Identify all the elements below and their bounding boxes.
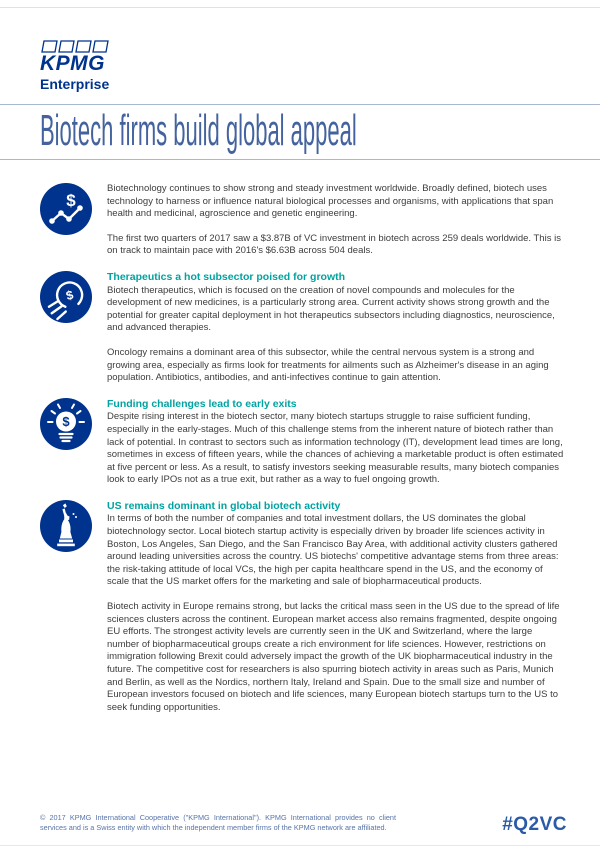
- section-funding-challenges: [40, 398, 567, 487]
- section-paragraph: Oncology remains a dominant area of this subsector, while the central nervous system is a strong and growing area, especially as firms look for treatments for ailments such as Alzheimer's disease in an aging population. Antibiotics, antibodies, and anti-infectives continue to gain attention.: [107, 346, 549, 384]
- section-paragraph: The first two quarters of 2017 saw a $3.87B of VC investment in biotech across 259 deals worldwide. This is on track to maintain pace with 2016's $6.63B across 504 deals.: [107, 232, 561, 257]
- section-paragraph: Biotech activity in Europe remains strong, but lacks the critical mass seen in the US due to the spread of life sciences clusters across the continent. European market access also remains fragmented, despite ongoing EU efforts. The strongest activity levels are currently seen in the UK and Switzerland, where the large number of biopharmaceutical groups create a rich environment for life sciences. However, restrictions on immigration following Brexit could adversely impact the growth of the UK biopharmaceutical industry in the future. The competitive cost for researchers is also spurring biotech activity in areas such as Paris, Munich and Berlin, as well as the Nordics, northern Italy, Ireland and Spain. Due to the small size and number of European investors focused on biotech and life sciences, many European biotech startups turn to the US to seek funding opportunities.: [107, 601, 560, 713]
- page-footer: [40, 813, 567, 836]
- kpmg-logo-text: KPMG: [40, 52, 105, 75]
- section-paragraph: Biotechnology continues to show strong and steady investment worldwide. Broadly defined, biotech uses technology to harness or influence natural biological processes and organisms, with applications that span health and medicinal, agroscience and genetic engineering.: [107, 183, 554, 220]
- section-text: [107, 500, 567, 715]
- section-global-investment: [40, 183, 567, 258]
- section-us-dominance: [40, 500, 567, 715]
- lightbulb-funding-icon: [40, 398, 92, 450]
- section-paragraph: Biotech therapeutics, which is focused on the creation of novel compounds and molecules for the development of new medicines, is a particularly strong area. Current activity shows strong growth and the potential for greater capital deployment in hot therapeutics subsectors including diagnostics, neuroscience, and advanced therapies.: [107, 284, 555, 334]
- svg-text:$: $: [66, 191, 76, 210]
- section-paragraph: In terms of both the number of companies and total investment dollars, the US dominates the global biotechnology sector. Local biotech startup activity is especially driven by broader life sciences activity in Boston, Los Angeles, San Diego, and the San Francisco Bay Area, with additional activity clusters gathered around leading universities across the country. US biotechs' competitive advantage stems from three areas: the risk-taking attitude of local VCs, the high per capita healthcare spend in the US, and the economy of scale that the US market offers for the marketing and sale of biopharmaceutical products.: [107, 513, 559, 588]
- kpmg-logo: [40, 40, 600, 91]
- copyright-text: © 2017 KPMG International Cooperative ("KPMG International"). KPMG International provides no client services and is a Swiss entity with which the independent member firms of the KPMG network are affiliated.: [40, 813, 396, 832]
- section-icon-wrap: [40, 183, 92, 235]
- section-heading: US remains dominant in global biotech activity: [107, 499, 341, 512]
- hashtag-label: #Q2VC: [502, 814, 567, 835]
- title-band: [0, 104, 600, 160]
- section-heading: Therapeutics a hot subsector poised for growth: [107, 270, 346, 283]
- section-icon-wrap: [40, 500, 92, 552]
- investment-trend-icon: [40, 183, 92, 235]
- section-text: [107, 271, 567, 385]
- page-top-edge: [0, 7, 600, 8]
- svg-text:$: $: [62, 413, 70, 429]
- section-icon-wrap: [40, 398, 92, 450]
- section-therapeutics: [40, 271, 567, 385]
- section-paragraph: Despite rising interest in the biotech sector, many biotech startups struggle to raise sufficient funding, especially in the early-stages. Much of this challenge stems from the inherent nature of biotech rather than lack of potential. In contrast to sectors such as information technology (IT), development lead times are long, sometimes in excess of fifteen years, while the chances of achieving a marketable product is often estimated at five percent or less. As a result, to satisfy investors seeking measurable results, many biotech companies look to early IPOs not as a true exit, but rather as a way to fuel ongoing growth.: [107, 411, 564, 486]
- section-text: [107, 398, 567, 487]
- page-title: Biotech firms build global appeal: [40, 106, 357, 155]
- statue-of-liberty-icon: [40, 500, 92, 552]
- kpmg-logo-subtext: Enterprise: [40, 76, 110, 92]
- section-heading: Funding challenges lead to early exits: [107, 397, 297, 410]
- fast-money-icon: [40, 271, 92, 323]
- svg-text:$: $: [64, 287, 75, 304]
- article-body: [40, 183, 567, 714]
- page-bottom-edge: [0, 845, 600, 846]
- section-icon-wrap: [40, 271, 92, 323]
- section-text: [107, 183, 567, 258]
